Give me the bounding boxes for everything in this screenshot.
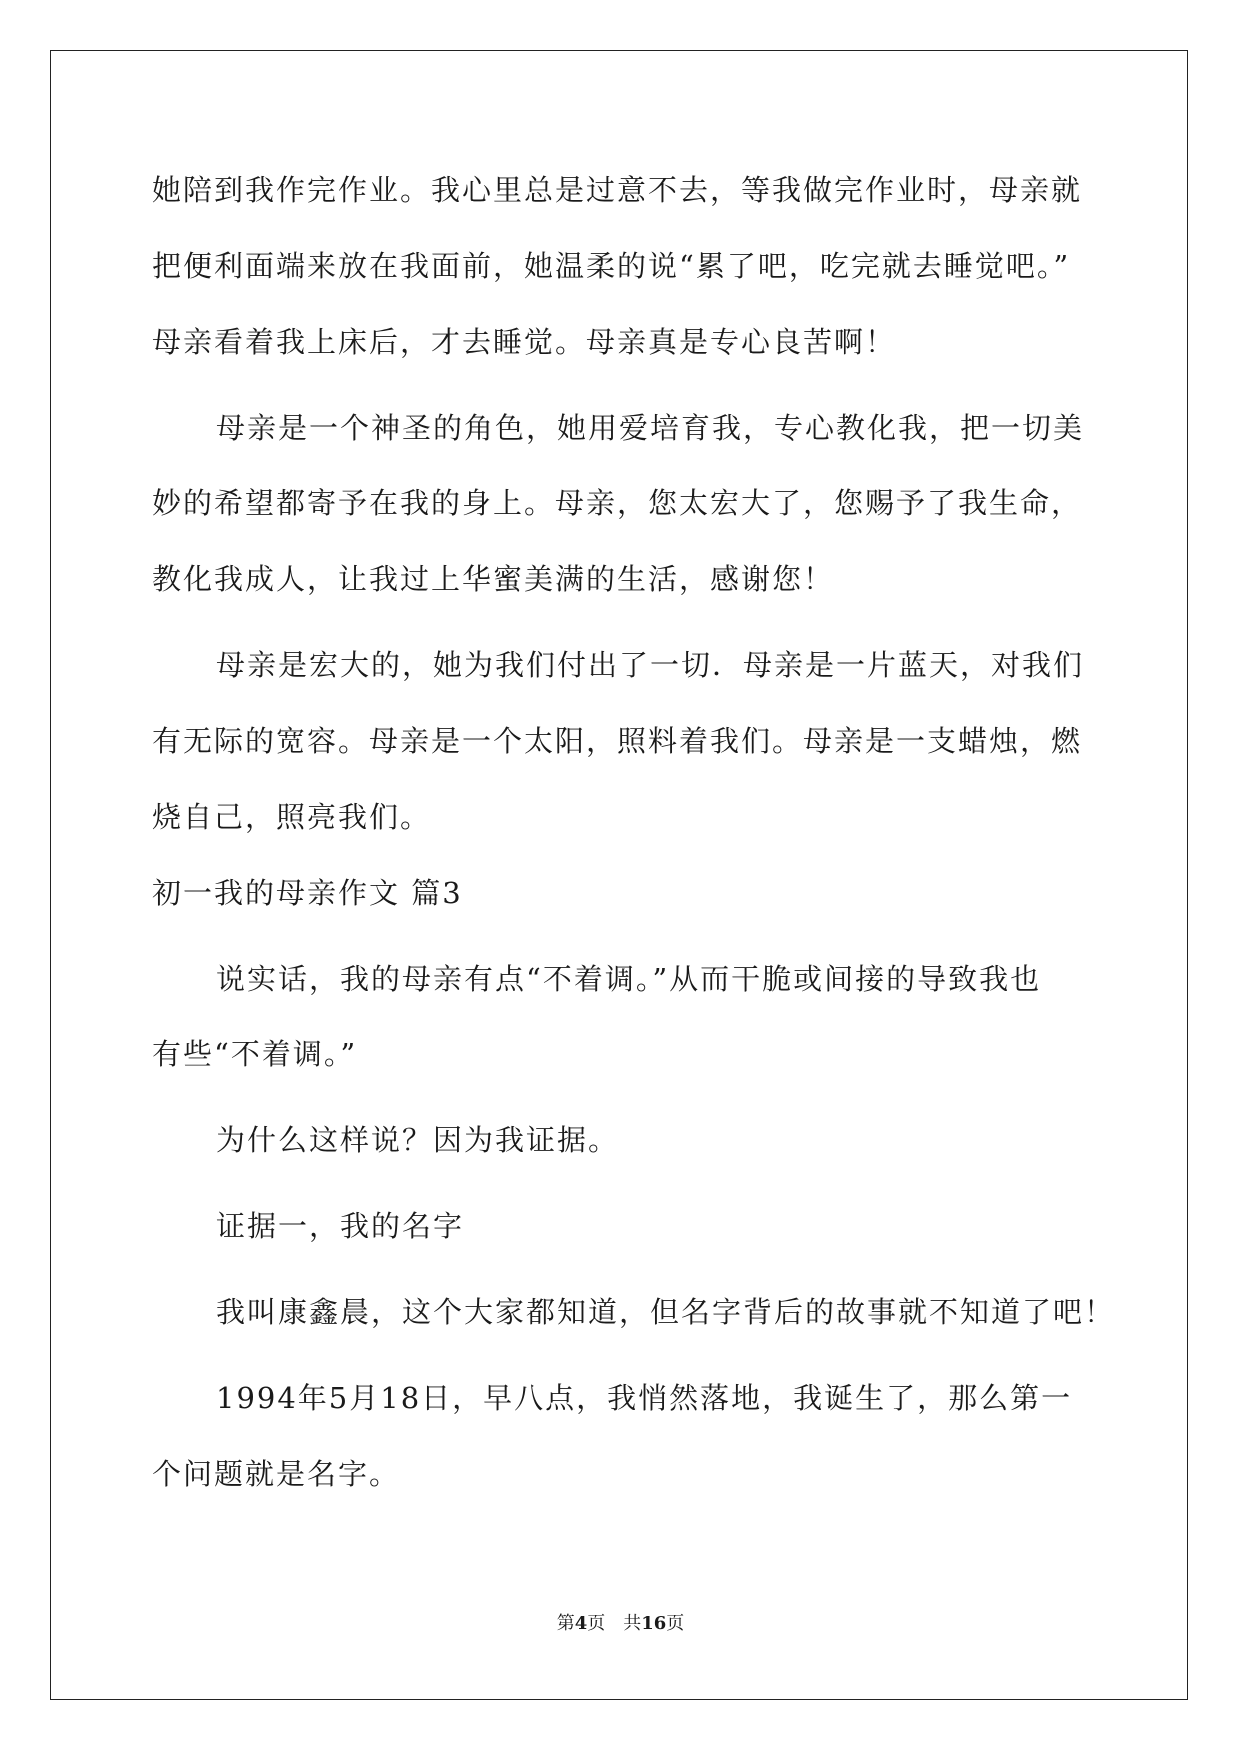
footer-suffix: 页 xyxy=(666,1613,685,1634)
footer-mid: 页 共 xyxy=(587,1613,642,1634)
text-line: 把便利面端来放在我面前，她温柔的说“累了吧，吃完就去睡觉吧。” xyxy=(152,249,1071,283)
text-line: 证据一，我的名字 xyxy=(216,1209,465,1243)
section-heading: 初一我的母亲作文 篇3 xyxy=(152,876,463,910)
total-pages-number: 16 xyxy=(641,1613,667,1634)
footer-prefix: 第 xyxy=(556,1613,575,1634)
text-line: 有些“不着调。” xyxy=(152,1037,358,1071)
text-line: 妙的希望都寄予在我的身上。母亲，您太宏大了，您赐予了我生命， xyxy=(152,486,1083,520)
text-line: 说实话，我的母亲有点“不着调。”从而干脆或间接的导致我也 xyxy=(216,962,1042,996)
text-line: 有无际的宽容。母亲是一个太阳，照料着我们。母亲是一支蜡烛，燃 xyxy=(152,724,1083,758)
current-page-number: 4 xyxy=(574,1613,588,1634)
text-line: 个问题就是名字。 xyxy=(152,1457,401,1491)
text-line: 1994年5月18日，早八点，我悄然落地，我诞生了，那么第一 xyxy=(216,1381,1073,1415)
text-line: 母亲是宏大的，她为我们付出了一切．母亲是一片蓝天，对我们 xyxy=(216,648,1085,682)
page-footer xyxy=(0,1612,1241,1636)
text-line: 我叫康鑫晨，这个大家都知道，但名字背后的故事就不知道了吧！ xyxy=(216,1295,1116,1329)
text-line: 烧自己，照亮我们。 xyxy=(152,800,432,834)
text-line: 她陪到我作完作业。我心里总是过意不去，等我做完作业时，母亲就 xyxy=(152,173,1083,207)
text-line: 教化我成人，让我过上华蜜美满的生活，感谢您！ xyxy=(152,562,835,596)
text-line: 为什么这样说？因为我证据。 xyxy=(216,1123,620,1157)
text-line: 母亲看着我上床后，才去睡觉。母亲真是专心良苦啊！ xyxy=(152,325,897,359)
text-line: 母亲是一个神圣的角色，她用爱培育我，专心教化我，把一切美 xyxy=(216,411,1085,445)
